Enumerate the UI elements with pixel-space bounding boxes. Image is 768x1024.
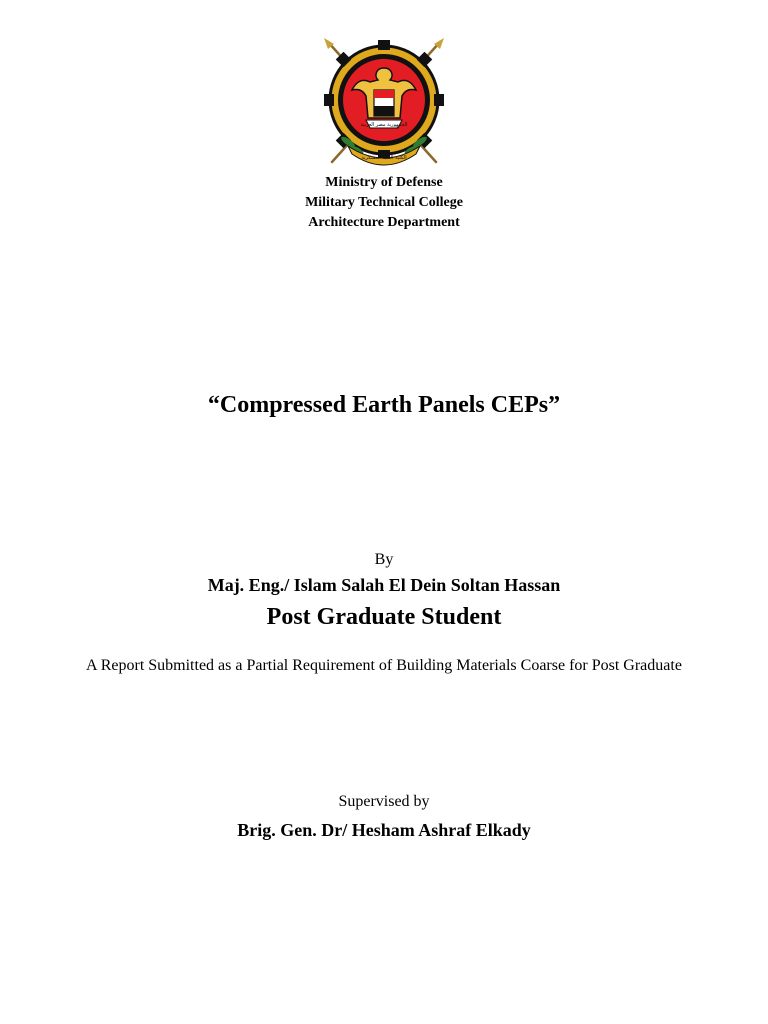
institution-department: Architecture Department [308, 215, 460, 230]
report-purpose: A Report Submitted as a Partial Requirement of Building Materials Coarse for Post Graduate [86, 657, 682, 674]
logo-text-top: الجمهورية مصر العربية [360, 122, 408, 128]
report-title: “Compressed Earth Panels CEPs” [207, 392, 561, 418]
institution-college: Military Technical College [305, 195, 463, 210]
author-role: Post Graduate Student [266, 604, 502, 630]
author-name: Maj. Eng./ Islam Salah El Dein Soltan Hassan [207, 575, 561, 595]
supervised-by-label: Supervised by [338, 793, 430, 810]
by-label: By [374, 551, 394, 568]
supervisor-name: Brig. Gen. Dr/ Hesham Ashraf Elkady [237, 820, 531, 840]
institution-ministry: Ministry of Defense [325, 175, 443, 190]
college-emblem-logo [318, 38, 450, 170]
logo-text-bottom: الكلية الفنية العسكرية [361, 155, 407, 161]
